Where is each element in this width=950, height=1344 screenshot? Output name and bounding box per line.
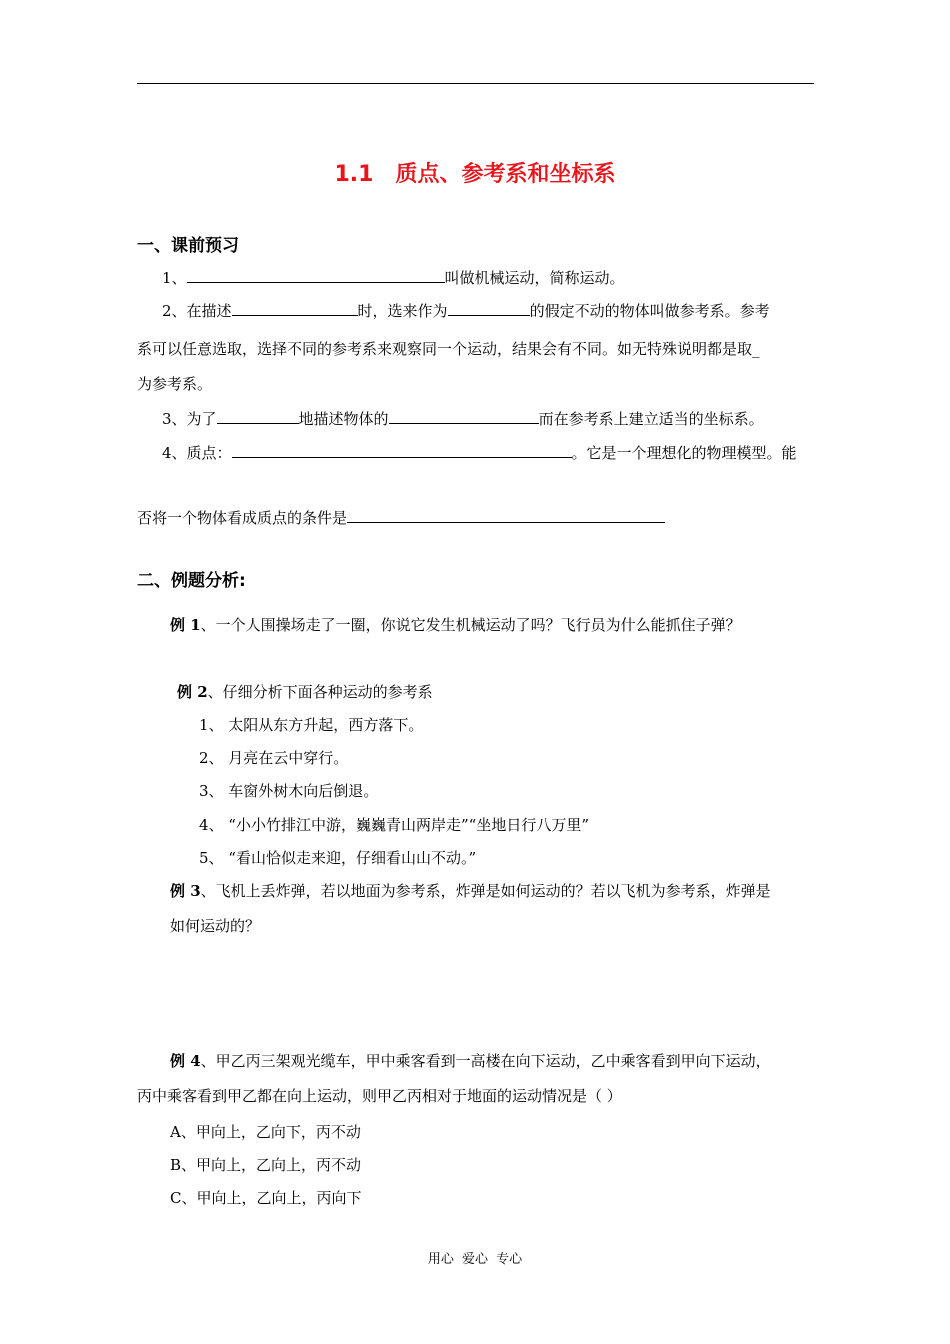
q2-line3: 为参考系。: [137, 375, 213, 393]
example-1: [170, 615, 741, 635]
q3-blank-1: [217, 407, 299, 424]
q1-after: 叫做机械运动，简称运动。: [444, 269, 625, 287]
q2-part-b: 时，选来作为: [357, 302, 448, 320]
q3-blank-2: [389, 407, 539, 424]
ex1-label: 例 1: [170, 616, 201, 634]
ex4-text: 、甲乙丙三架观光缆车，甲中乘客看到一高楼在向下运动，乙中乘客看到甲向下运动，: [200, 1052, 771, 1070]
q2: [162, 299, 770, 321]
ex3-line2: 如何运动的？: [170, 917, 261, 935]
q3-part-a: 3、为了: [162, 410, 217, 428]
ex4-line2: 丙中乘客看到甲乙都在向上运动，则甲乙丙相对于地面的运动情况是（ ）: [137, 1087, 622, 1105]
page-title: [0, 157, 950, 188]
ex4-option: C、甲向上，乙向上，丙向下: [170, 1189, 362, 1207]
ex2-item: 2、 月亮在云中穿行。: [199, 749, 349, 767]
ex2-text: 、仔细分析下面各种运动的参考系: [207, 683, 433, 701]
q2-part-c: 的假定不动的物体叫做参考系。参考: [529, 302, 770, 320]
q4-blank-1: [232, 441, 572, 458]
q4-line2-text: 否将一个物体看成质点的条件是: [137, 509, 348, 527]
page-footer: 用心 爱心 专心: [427, 1252, 523, 1267]
q2-line2: 系可以任意选取，选择不同的参考系来观察同一个运动，结果会有不同。如无特殊说明都是取_: [137, 340, 760, 358]
ex1-text: 、一个人围操场走了一圈，你说它发生机械运动了吗？飞行员为什么能抓住子弹？: [200, 616, 741, 634]
section1-heading: 一、课前预习: [137, 236, 239, 256]
q3-part-c: 而在参考系上建立适当的坐标系。: [538, 410, 764, 428]
ex2-item: 1、 太阳从东方升起，西方落下。: [199, 716, 424, 734]
q4-part-b: 。它是一个理想化的物理模型。能: [571, 444, 797, 462]
example-4: [170, 1051, 771, 1071]
q4-part-a: 4、质点：: [162, 444, 232, 462]
ex2-item: 3、 车窗外树木向后倒退。: [199, 782, 379, 800]
ex3-text: 、飞机上丢炸弹，若以地面为参考系，炸弹是如何运动的？若以飞机为参考系，炸弹是: [200, 882, 771, 900]
q4-blank-2: [347, 506, 665, 523]
header-rule: [137, 83, 814, 84]
q1: [162, 266, 625, 288]
q2-blank-1: [232, 299, 358, 316]
q3: [162, 407, 764, 429]
q3-part-b: 地描述物体的: [298, 410, 389, 428]
title-text: 质点、参考系和坐标系: [395, 162, 616, 187]
title-number: 1.1: [334, 162, 374, 187]
q2-blank-2: [448, 299, 530, 316]
ex4-option: A、甲向上，乙向下，丙不动: [170, 1123, 361, 1141]
example-2: [177, 682, 433, 702]
q1-num: 1、: [162, 269, 187, 287]
ex2-item: 5、 “看山恰似走来迎，仔细看山山不动。”: [199, 849, 477, 867]
ex4-label: 例 4: [170, 1052, 201, 1070]
ex3-label: 例 3: [170, 882, 201, 900]
ex2-item: 4、 “小小竹排江中游，巍巍青山两岸走”“坐地日行八万里”: [199, 816, 589, 834]
q1-blank: [187, 266, 445, 283]
q2-part-a: 2、在描述: [162, 302, 232, 320]
section2-heading: 二、例题分析:: [137, 571, 246, 591]
ex4-option: B、甲向上，乙向上，丙不动: [170, 1156, 362, 1174]
example-3: [170, 881, 771, 901]
ex2-label: 例 2: [177, 683, 208, 701]
q4: [162, 441, 797, 463]
q4-line2: [137, 506, 665, 528]
